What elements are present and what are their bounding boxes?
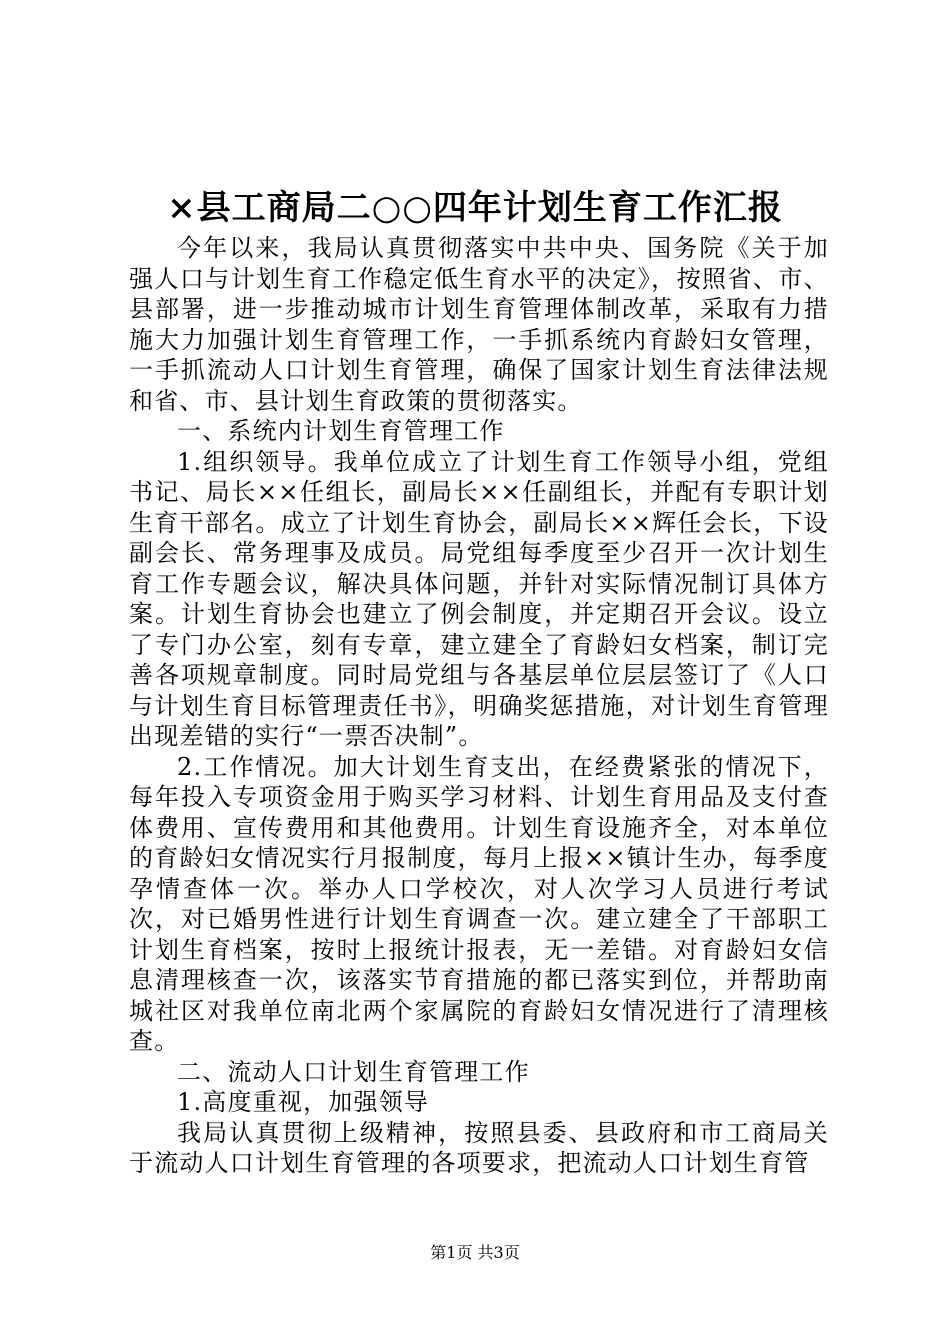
section-heading-1: 一、系统内计划生育管理工作 bbox=[177, 417, 505, 445]
subsection-heading: 1.高度重视，加强领导 bbox=[177, 1088, 430, 1116]
paragraph-intro: 今年以来，我局认真贯彻落实中共中央、国务院《关于加强人口与计划生育工作稳定低生育水平的决定》，按照省、市、县部署，进一步推动城市计划生育管理体制改革，采取有力措施大力加强计划生育管理工作，一手抓系统内育龄妇女管理，一手抓流动人口计划生育管理，确保了国家计划生育法律法规和省、市、县计划生育政策的贯彻落实。 bbox=[129, 234, 829, 415]
document-title: ×县工商局二○○四年计划生育工作汇报 bbox=[167, 188, 783, 228]
page-footer: 第1页 共3页 bbox=[430, 1243, 520, 1262]
paragraph-migrant: 我局认真贯彻上级精神，按照县委、县政府和市工商局关于流动人口计划生育管理的各项要求，把流动人口计划生育管 bbox=[129, 1118, 829, 1177]
section-heading-2: 二、流动人口计划生育管理工作 bbox=[177, 1057, 530, 1086]
paragraph-work-status: 2.工作情况。加大计划生育支出，在经费紧张的情况下，每年投入专项资金用于购买学习材料、计划生育用品及支付查体费用、宣传费用和其他费用。计划生育设施齐全，对本单位的育龄妇女情况实行月报制度，每月上报××镇计生办，每季度孕情查体一次。举办人口学校次，对人次学习人员进行考试次，对已婚男性进行计划生育调查一次。建立建全了干部职工计划生育档案，按时上报统计报表，无一差错。对育龄妇女信息清理核查一次，该落实节育措施的都已落实到位，并帮助南城社区对我单位南北两个家属院的育龄妇女情况进行了清理核查。 bbox=[129, 752, 829, 1055]
paragraph-organization: 1.组织领导。我单位成立了计划生育工作领导小组，党组书记、局长××任组长，副局长××任副组长，并配有专职计划生育干部名。成立了计划生育协会，副局长××辉任会长，下设副会长、常务理事及成员。局党组每季度至少召开一次计划生育工作专题会议，解决具体问题，并针对实际情况制订具体方案。计划生育协会也建立了例会制度，并定期召开会议。设立了专门办公室，刻有专章，建立建全了育龄妇女档案，制订完善各项规章制度。同时局党组与各基层单位层层签订了《人口与计划生育目标管理责任书》，明确奖惩措施，对计划生育管理出现差错的实行“一票否决制”。 bbox=[129, 447, 829, 750]
document-body bbox=[129, 233, 829, 1179]
